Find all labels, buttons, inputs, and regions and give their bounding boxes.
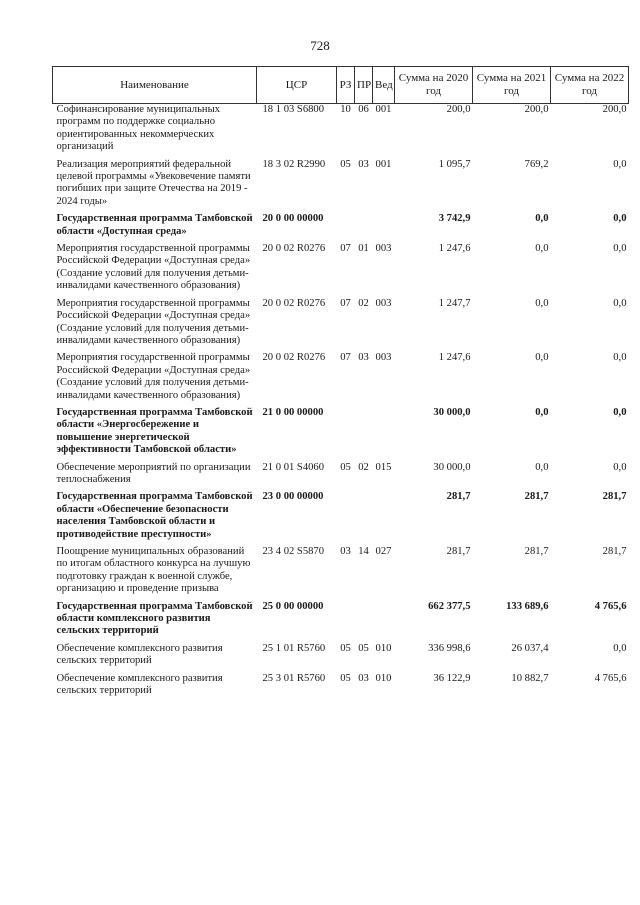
- table-row: [53, 104, 629, 159]
- row-sum-2021: 281,7: [524, 546, 549, 557]
- row-rz: 05: [340, 461, 351, 473]
- header-pr: ПР: [355, 67, 373, 104]
- row-pr: 02: [358, 297, 369, 309]
- row-rz: 07: [340, 352, 351, 364]
- row-csr: 18 3 02 R2990: [262, 158, 326, 170]
- row-name: Обеспечение комплексного развития сельских территорий: [56, 672, 223, 697]
- header-sum-2021: Сумма на 2021 год: [473, 67, 551, 104]
- row-sum-2021: 0,0: [535, 352, 549, 364]
- row-csr: 18 1 03 S6800: [262, 104, 325, 115]
- row-name: Государственная программа Тамбовской области «Энергосбережение и повышение энергетической эффективности Тамбовской области»: [56, 406, 253, 456]
- row-rz: 07: [340, 297, 351, 309]
- row-sum-2022: 0,0: [613, 158, 627, 170]
- table-row: [53, 159, 629, 214]
- row-sum-2022: 0,0: [613, 352, 627, 364]
- table-row-program: [53, 407, 629, 462]
- row-ved: 003: [375, 352, 392, 364]
- row-name: Мероприятия государственной программы Российской Федерации «Доступная среда» (Создание условий для получения детьми-инвалидами качественного образования): [56, 352, 251, 401]
- row-sum-2020: 200,0: [446, 104, 471, 115]
- row-pr: 14: [358, 546, 369, 557]
- row-sum-2020: 281,7: [446, 491, 471, 503]
- row-rz: 05: [340, 642, 351, 654]
- row-pr: [355, 213, 373, 243]
- row-rz: [337, 491, 355, 546]
- row-sum-2022: 0,0: [613, 406, 627, 418]
- row-sum-2020: 1 095,7: [438, 158, 471, 170]
- row-sum-2021: 0,0: [535, 297, 549, 309]
- row-ved: [373, 407, 395, 462]
- row-rz: [337, 407, 355, 462]
- row-csr: 25 0 00 00000: [262, 600, 324, 612]
- row-name: Обеспечение комплексного развития сельских территорий: [56, 642, 223, 667]
- row-pr: [355, 601, 373, 643]
- row-ved: 027: [375, 546, 392, 557]
- row-csr: 25 3 01 R5760: [262, 672, 326, 684]
- row-csr: 21 0 00 00000: [262, 406, 324, 418]
- table-row-program: [53, 491, 629, 546]
- row-csr: 20 0 02 R0276: [262, 243, 326, 255]
- row-sum-2022: 0,0: [613, 243, 627, 255]
- row-pr: 01: [358, 243, 369, 255]
- row-sum-2020: 1 247,7: [438, 297, 471, 309]
- header-name: Наименование: [53, 67, 257, 104]
- table-row-program: [53, 601, 629, 643]
- row-rz: 05: [340, 158, 351, 170]
- row-pr: 05: [358, 642, 369, 654]
- table-row: [53, 546, 629, 601]
- row-ved: [373, 491, 395, 546]
- row-ved: [373, 213, 395, 243]
- row-sum-2022: 0,0: [613, 461, 627, 473]
- table-row: [53, 673, 629, 703]
- table-row: [53, 462, 629, 492]
- row-sum-2020: 30 000,0: [433, 406, 471, 418]
- row-sum-2020: 3 742,9: [438, 213, 471, 225]
- row-ved: 010: [375, 642, 392, 654]
- row-sum-2021: 0,0: [535, 461, 549, 473]
- row-sum-2021: 769,2: [524, 158, 549, 170]
- row-rz: [337, 601, 355, 643]
- row-sum-2021: 0,0: [535, 213, 549, 225]
- row-ved: 015: [375, 461, 392, 473]
- header-csr: ЦСР: [257, 67, 337, 104]
- table-row: [53, 243, 629, 298]
- row-sum-2022: 0,0: [613, 297, 627, 309]
- row-sum-2021: 0,0: [535, 406, 549, 418]
- header-ved: Вед: [373, 67, 395, 104]
- header-sum-2020: Сумма на 2020 год: [395, 67, 473, 104]
- budget-table-container: [52, 66, 628, 702]
- row-pr: 03: [358, 672, 369, 684]
- table-row: [53, 352, 629, 407]
- row-name: Реализация мероприятий федеральной целевой программы «Увековечение памяти погибших при защите Отечества на 2019 - 2024 годы»: [56, 158, 251, 207]
- row-sum-2021: 133 689,6: [506, 600, 549, 612]
- table-row: [53, 298, 629, 353]
- row-ved: 010: [375, 672, 392, 684]
- page-number: 728: [310, 38, 330, 53]
- row-sum-2020: 30 000,0: [433, 461, 471, 473]
- row-pr: 06: [358, 104, 369, 115]
- row-sum-2020: 336 998,6: [428, 642, 471, 654]
- row-rz: 05: [340, 672, 351, 684]
- table-row-program: [53, 213, 629, 243]
- row-sum-2020: 662 377,5: [428, 600, 471, 612]
- row-sum-2022: 0,0: [613, 213, 627, 225]
- row-ved: 003: [375, 297, 392, 309]
- row-pr: [355, 407, 373, 462]
- row-ved: 001: [375, 158, 392, 170]
- row-sum-2021: 10 882,7: [511, 672, 549, 684]
- row-name: Государственная программа Тамбовской области «Доступная среда»: [56, 213, 253, 237]
- row-ved: 003: [375, 243, 392, 255]
- row-name: Поощрение муниципальных образований по итогам областного конкурса на лучшую подготовку граждан к военной службе, организацию и проведение призыва: [56, 546, 251, 595]
- row-name: Мероприятия государственной программы Российской Федерации «Доступная среда» (Создание условий для получения детьми-инвалидами качественного образования): [56, 297, 251, 346]
- table-row: [53, 643, 629, 673]
- row-sum-2021: 0,0: [535, 243, 549, 255]
- row-rz: 07: [340, 243, 351, 255]
- row-pr: 03: [358, 352, 369, 364]
- row-csr: 20 0 02 R0276: [262, 297, 326, 309]
- row-sum-2020: 1 247,6: [438, 243, 471, 255]
- row-name: Обеспечение мероприятий по организации теплоснабжения: [56, 461, 251, 485]
- row-csr: 23 0 00 00000: [262, 491, 324, 503]
- row-rz: [337, 213, 355, 243]
- table-body: [53, 104, 629, 703]
- row-name: Софинансирование муниципальных программ по поддержке социально ориентированных некоммерческих организаций: [56, 104, 220, 153]
- row-sum-2020: 281,7: [446, 546, 471, 557]
- header-rz: РЗ: [337, 67, 355, 104]
- row-sum-2022: 281,7: [602, 546, 627, 557]
- row-sum-2020: 1 247,6: [438, 352, 471, 364]
- row-sum-2020: 36 122,9: [433, 672, 471, 684]
- row-pr: [355, 491, 373, 546]
- budget-table: [52, 66, 629, 702]
- row-ved: 001: [375, 104, 392, 115]
- row-csr: 25 1 01 R5760: [262, 642, 326, 654]
- row-name: Государственная программа Тамбовской области комплексного развития сельских территорий: [56, 600, 253, 637]
- row-csr: 20 0 00 00000: [262, 213, 324, 225]
- row-sum-2021: 281,7: [524, 491, 549, 503]
- row-pr: 03: [358, 158, 369, 170]
- row-sum-2022: 0,0: [613, 642, 627, 654]
- row-sum-2021: 200,0: [524, 104, 549, 115]
- row-ved: [373, 601, 395, 643]
- row-name: Мероприятия государственной программы Российской Федерации «Доступная среда» (Создание условий для получения детьми-инвалидами качественного образования): [56, 243, 251, 292]
- table-header: [53, 67, 629, 104]
- row-sum-2022: 281,7: [602, 491, 627, 503]
- row-name: Государственная программа Тамбовской области «Обеспечение безопасности населения Тамбовской области и противодействие преступности»: [56, 491, 253, 540]
- row-rz: 10: [340, 104, 351, 115]
- row-csr: 21 0 01 S4060: [262, 461, 325, 473]
- row-sum-2022: 4 765,6: [594, 672, 627, 684]
- row-csr: 20 0 02 R0276: [262, 352, 326, 364]
- row-csr: 23 4 02 S5870: [262, 546, 325, 557]
- row-pr: 02: [358, 461, 369, 473]
- header-sum-2022: Сумма на 2022 год: [551, 67, 629, 104]
- row-sum-2021: 26 037,4: [511, 642, 549, 654]
- row-sum-2022: 200,0: [602, 104, 627, 115]
- row-sum-2022: 4 765,6: [594, 600, 627, 612]
- row-rz: 03: [340, 546, 351, 557]
